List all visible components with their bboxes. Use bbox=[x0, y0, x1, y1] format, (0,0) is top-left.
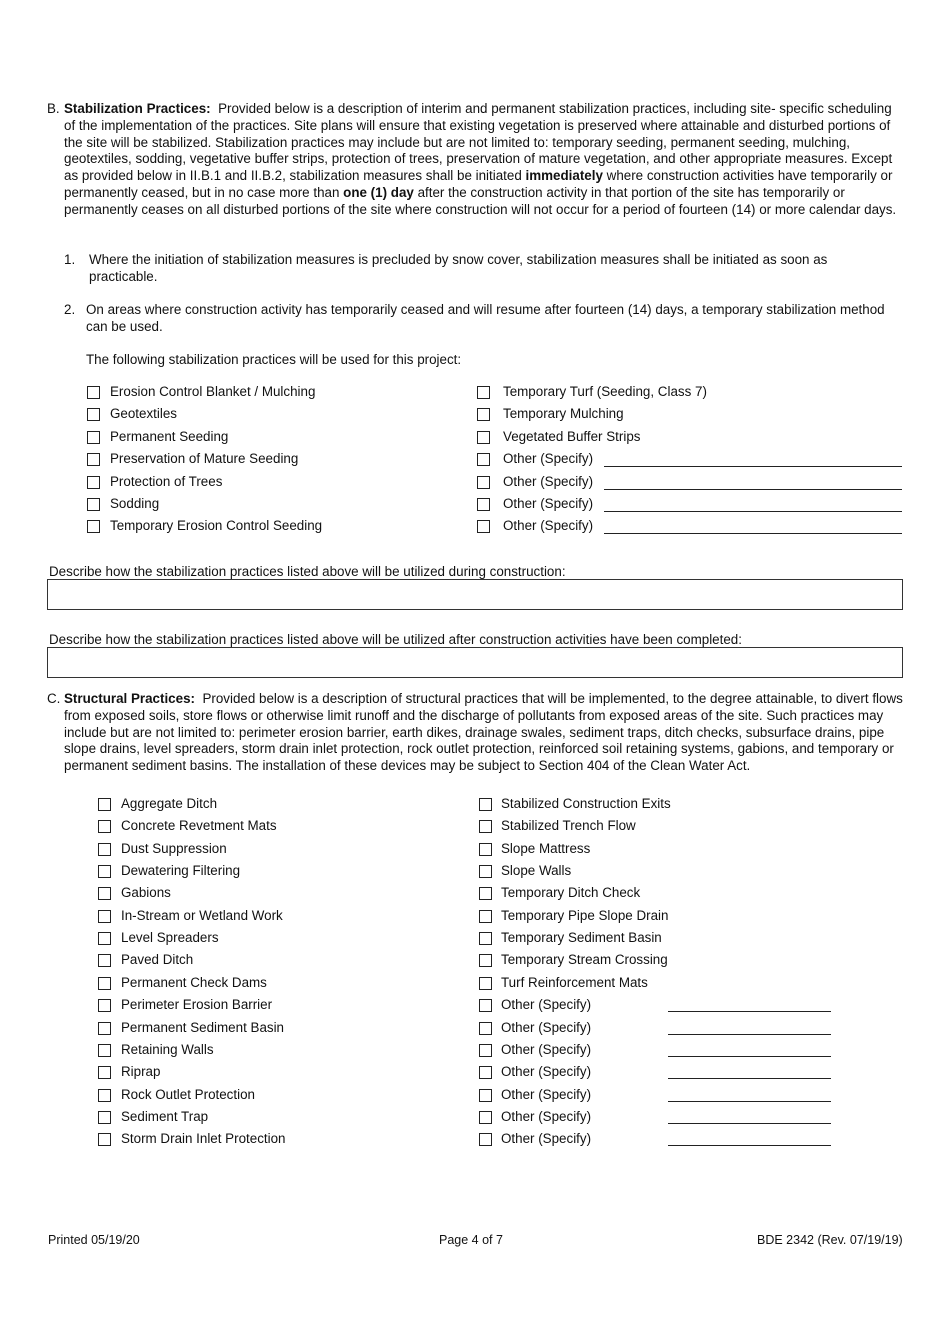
checkbox-label: Storm Drain Inlet Protection bbox=[121, 1131, 286, 1147]
checkbox[interactable] bbox=[98, 910, 111, 923]
checkbox-label: Temporary Ditch Check bbox=[501, 885, 641, 901]
checkbox[interactable] bbox=[479, 954, 492, 967]
checkbox-label: Permanent Check Dams bbox=[121, 974, 267, 990]
checkbox-label: Riprap bbox=[121, 1064, 161, 1080]
checkbox-label: Temporary Sediment Basin bbox=[501, 930, 662, 946]
specify-input-line[interactable] bbox=[604, 489, 902, 490]
specify-input-line[interactable] bbox=[604, 511, 902, 512]
checkbox[interactable] bbox=[98, 977, 111, 990]
checkbox[interactable] bbox=[479, 1044, 492, 1057]
checkbox-label: Rock Outlet Protection bbox=[121, 1086, 255, 1102]
checkbox-label: Other (Specify) bbox=[501, 1086, 592, 1102]
footer-page-number: Page 4 of 7 bbox=[439, 1233, 503, 1247]
checkbox-label: Temporary Turf (Seeding, Class 7) bbox=[503, 384, 707, 399]
checkbox-label: Gabions bbox=[121, 885, 171, 901]
specify-input-line[interactable] bbox=[604, 533, 902, 534]
checkbox[interactable] bbox=[87, 408, 100, 421]
checkbox[interactable] bbox=[98, 1022, 111, 1035]
checkbox-label: Other (Specify) bbox=[501, 1108, 592, 1124]
section-b-paragraph bbox=[64, 101, 906, 219]
checkbox[interactable] bbox=[98, 932, 111, 945]
checkbox-label: Permanent Seeding bbox=[110, 428, 229, 444]
section-b-text-1: Provided below is a description of interim and permanent stabilization practices, including site- specific scheduling of the implementation of the practices. Site plans will ensure that existing vegetation is preserved where attainable and disturbed portions of the site will be stabilized. Stabilization practices may include but are not limited to: temporary seeding, permanent seeding, mulching, geotextiles, sodding, vegetative buffer strips, protection of trees, preservation of mature vegetation, and other appropriate measures. Except as provided below in II.B.1 and II.B.2, stabilization measures shall be initiated bbox=[64, 101, 893, 184]
checkbox-label: Other (Specify) bbox=[503, 451, 594, 467]
checkbox[interactable] bbox=[98, 1089, 111, 1102]
specify-input-line[interactable] bbox=[668, 1078, 831, 1079]
checkbox-label: Erosion Control Blanket / Mulching bbox=[110, 384, 316, 399]
checkbox-label: Retaining Walls bbox=[121, 1041, 214, 1057]
checkbox[interactable] bbox=[87, 431, 100, 444]
checkbox[interactable] bbox=[98, 1133, 111, 1146]
checkbox-label: Sediment Trap bbox=[121, 1108, 209, 1124]
checkbox-label: Other (Specify) bbox=[503, 518, 594, 534]
checkbox-label: Other (Specify) bbox=[503, 496, 594, 511]
checkbox-label: Other (Specify) bbox=[501, 997, 592, 1013]
item-1-number: 1. bbox=[64, 252, 76, 267]
specify-input-line[interactable] bbox=[668, 1034, 831, 1035]
checkbox[interactable] bbox=[98, 1044, 111, 1057]
checkbox[interactable] bbox=[98, 1066, 111, 1079]
checkbox-label: Dust Suppression bbox=[121, 840, 227, 856]
checkbox[interactable] bbox=[98, 999, 111, 1012]
checkbox[interactable] bbox=[479, 1133, 492, 1146]
during-construction-field[interactable] bbox=[47, 579, 903, 610]
checkbox-label: Other (Specify) bbox=[503, 473, 594, 489]
checkbox-label: Temporary Stream Crossing bbox=[501, 952, 668, 968]
checkbox[interactable] bbox=[98, 887, 111, 900]
footer-form-number: BDE 2342 (Rev. 07/19/19) bbox=[757, 1233, 903, 1247]
checkbox[interactable] bbox=[479, 798, 492, 811]
checkbox-label: Other (Specify) bbox=[501, 1041, 592, 1057]
checkbox[interactable] bbox=[479, 1089, 492, 1102]
section-b-heading: Stabilization Practices: bbox=[64, 101, 211, 116]
checkbox-label: Turf Reinforcement Mats bbox=[501, 974, 648, 990]
specify-input-line[interactable] bbox=[668, 1101, 831, 1102]
checkbox[interactable] bbox=[479, 820, 492, 833]
section-c-text: Provided below is a description of structural practices that will be implemented, to the degree attainable, to divert flows from exposed soils, store flows or otherwise limit runoff and the discharge of pollutants from exposed areas of the site. Such practices may include but are not limited to: perimeter erosion barrier, earth dikes, drainage swales, sediment traps, ditch checks, subsurface drains, pipe slope drains, level spreaders, storm drain inlet protection, rock outlet protection, reinforced soil retaining systems, gabions, and temporary or permanent sediment basins. The installation of these devices may be subject to Section 404 of the Clean Water Act. bbox=[64, 691, 903, 774]
specify-input-line[interactable] bbox=[668, 1011, 831, 1012]
checkbox-label: Other (Specify) bbox=[501, 1064, 592, 1080]
item-2-number: 2. bbox=[64, 302, 76, 317]
specify-input-line[interactable] bbox=[668, 1123, 831, 1124]
checkbox-label: Slope Walls bbox=[501, 863, 572, 879]
section-b-text-2: where construction activities have temporarily or permanently ceased, but in no case more than bbox=[64, 168, 893, 200]
checkbox[interactable] bbox=[479, 1022, 492, 1035]
checkbox-label: Perimeter Erosion Barrier bbox=[121, 997, 273, 1013]
checkbox[interactable] bbox=[479, 999, 492, 1012]
checkbox[interactable] bbox=[479, 932, 492, 945]
checkbox[interactable] bbox=[477, 520, 490, 533]
checkbox[interactable] bbox=[479, 887, 492, 900]
checkbox[interactable] bbox=[98, 865, 111, 878]
checkbox-label: Geotextiles bbox=[110, 406, 177, 422]
specify-input-line[interactable] bbox=[668, 1145, 831, 1146]
checkbox[interactable] bbox=[479, 865, 492, 878]
checkbox[interactable] bbox=[98, 798, 111, 811]
section-b-bold-immediately: immediately bbox=[525, 168, 603, 184]
checkbox[interactable] bbox=[87, 476, 100, 489]
checkbox[interactable] bbox=[98, 1111, 111, 1124]
checkbox[interactable] bbox=[87, 498, 100, 511]
after-construction-label: Describe how the stabilization practices listed above will be utilized after construction activities have been completed: bbox=[49, 632, 742, 647]
checkbox-label: Concrete Revetment Mats bbox=[121, 818, 277, 834]
item-1-text: Where the initiation of stabilization measures is precluded by snow cover, stabilization measures shall be initiated as soon as practicable. bbox=[89, 252, 828, 284]
specify-input-line[interactable] bbox=[604, 466, 902, 467]
checkbox[interactable] bbox=[479, 977, 492, 990]
checkbox[interactable] bbox=[479, 843, 492, 856]
checkbox[interactable] bbox=[479, 1111, 492, 1124]
checkbox[interactable] bbox=[87, 520, 100, 533]
during-construction-label: Describe how the stabilization practices listed above will be utilized during construction: bbox=[49, 564, 566, 579]
after-construction-field[interactable] bbox=[47, 647, 903, 678]
section-b-text-3: after the construction activity in that portion of the site has temporarily or permanently ceases on all disturbed portions of the site where construction will not occur for a period of fourteen (14) or more calendar days. bbox=[64, 184, 897, 217]
section-c-letter: C. bbox=[47, 691, 61, 706]
checkbox-label: Sodding bbox=[110, 496, 160, 511]
checkbox-label: In-Stream or Wetland Work bbox=[121, 907, 283, 923]
checkbox-label: Preservation of Mature Seeding bbox=[110, 451, 299, 467]
stabilization-intro: The following stabilization practices will be used for this project: bbox=[86, 352, 462, 367]
checkbox[interactable] bbox=[477, 476, 490, 489]
checkbox[interactable] bbox=[87, 386, 100, 399]
checkbox-label: Level Spreaders bbox=[121, 930, 219, 946]
checkbox[interactable] bbox=[477, 453, 490, 466]
checkbox-label: Slope Mattress bbox=[501, 840, 591, 856]
section-b-bold-one-day: one (1) day bbox=[343, 184, 414, 200]
checkbox-label: Stabilized Construction Exits bbox=[501, 796, 671, 811]
checkbox-label: Temporary Mulching bbox=[503, 406, 624, 422]
checkbox-label: Stabilized Trench Flow bbox=[501, 818, 636, 834]
checkbox-label: Temporary Pipe Slope Drain bbox=[501, 907, 669, 923]
checkbox[interactable] bbox=[477, 386, 490, 399]
checkbox[interactable] bbox=[479, 1066, 492, 1079]
section-c-paragraph bbox=[64, 691, 906, 775]
checkbox-label: Paved Ditch bbox=[121, 952, 194, 968]
checkbox[interactable] bbox=[87, 453, 100, 466]
checkbox[interactable] bbox=[479, 910, 492, 923]
item-2-text: On areas where construction activity has temporarily ceased and will resume after fourteen (14) days, a temporary stabilization method can be used. bbox=[86, 302, 885, 334]
section-b-letter: B. bbox=[47, 101, 60, 116]
checkbox[interactable] bbox=[477, 408, 490, 421]
checkbox-label: Other (Specify) bbox=[501, 1131, 592, 1147]
checkbox-label: Other (Specify) bbox=[501, 1019, 592, 1035]
checkbox[interactable] bbox=[98, 954, 111, 967]
checkbox-label: Protection of Trees bbox=[110, 473, 223, 489]
checkbox-label: Dewatering Filtering bbox=[121, 863, 241, 879]
checkbox-label: Aggregate Ditch bbox=[121, 796, 218, 811]
checkbox[interactable] bbox=[98, 843, 111, 856]
checkbox-label: Vegetated Buffer Strips bbox=[503, 428, 641, 444]
section-c-heading: Structural Practices: bbox=[64, 691, 195, 706]
specify-input-line[interactable] bbox=[668, 1056, 831, 1057]
footer-printed-date: Printed 05/19/20 bbox=[48, 1233, 140, 1247]
checkbox[interactable] bbox=[477, 431, 490, 444]
checkbox[interactable] bbox=[98, 820, 111, 833]
checkbox-label: Permanent Sediment Basin bbox=[121, 1019, 285, 1035]
checkbox-label: Temporary Erosion Control Seeding bbox=[110, 518, 323, 534]
checkbox[interactable] bbox=[477, 498, 490, 511]
